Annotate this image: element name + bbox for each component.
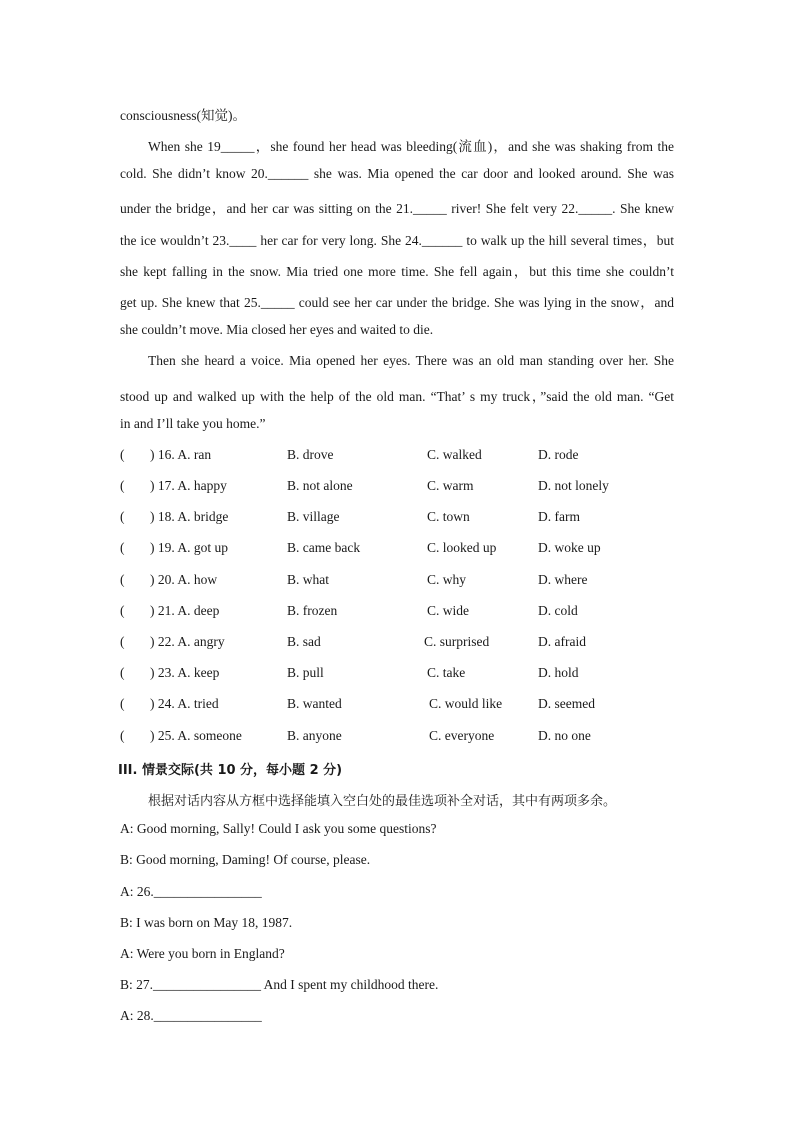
answer-blank[interactable]: ( — [120, 728, 125, 743]
answer-blank[interactable]: ( — [120, 509, 125, 524]
option-d: D. no one — [538, 728, 591, 743]
option-d: D. farm — [538, 509, 580, 524]
option-d: D. rode — [538, 447, 579, 462]
option-a: ) 21. A. deep — [150, 603, 220, 618]
passage-line: the ice wouldn’t 23.____ her car for very long. She 24.______ to walk up the hill several times，but — [120, 233, 674, 248]
option-b: B. what — [287, 572, 329, 587]
answer-blank[interactable]: ( — [120, 447, 125, 462]
answer-blank[interactable]: ( — [120, 478, 125, 493]
option-b: B. not alone — [287, 478, 353, 493]
option-a: ) 17. A. happy — [150, 478, 227, 493]
option-a: ) 16. A. ran — [150, 447, 212, 462]
passage-line: stood up and walked up with the help of the old man. “That’ s my truck，”said the old man. “Get — [120, 389, 674, 404]
answer-blank[interactable]: ( — [120, 696, 125, 711]
option-d: D. not lonely — [538, 478, 609, 493]
option-c: C. warm — [427, 478, 474, 493]
option-c: C. wide — [427, 603, 469, 618]
option-b: B. drove — [287, 447, 334, 462]
answer-blank[interactable]: ( — [120, 540, 125, 555]
passage-line: she kept falling in the snow. Mia tried one more time. She fell again，but this time she couldn’t — [120, 264, 674, 279]
question-row-20 — [120, 572, 680, 592]
dialogue-blank-27[interactable]: B: 27.________________ And I spent my childhood there. — [120, 977, 439, 992]
option-a: ) 25. A. someone — [150, 728, 242, 743]
option-d: D. woke up — [538, 540, 601, 555]
question-row-19 — [120, 540, 680, 560]
passage-line: When she 19_____，she found her head was bleeding(流血)，and she was shaking from the — [148, 139, 674, 154]
passage-line: cold. She didn’t know 20.______ she was. Mia opened the car door and looked around. She was — [120, 166, 674, 181]
option-d: D. where — [538, 572, 588, 587]
answer-blank[interactable]: ( — [120, 572, 125, 587]
option-c: C. why — [427, 572, 467, 587]
dialogue-line: A: Good morning, Sally! Could I ask you some questions? — [120, 821, 437, 836]
option-b: B. frozen — [287, 603, 338, 618]
option-b: B. sad — [287, 634, 321, 649]
passage-line: in and I’ll take you home.” — [120, 416, 266, 431]
section-heading: III. 情景交际(共 10 分，每小题 2 分) — [118, 763, 343, 778]
passage-line: consciousness(知觉)。 — [120, 108, 246, 123]
section-instruction: 根据对话内容从方框中选择能填入空白处的最佳选项补全对话，其中有两项多余。 — [148, 794, 617, 809]
passage-line: she couldn’t move. Mia closed her eyes and waited to die. — [120, 322, 434, 337]
option-b: B. pull — [287, 665, 324, 680]
option-c: C. everyone — [429, 728, 495, 743]
option-c: C. town — [427, 509, 470, 524]
question-row-24 — [120, 696, 680, 716]
option-b: B. village — [287, 509, 340, 524]
option-b: B. anyone — [287, 728, 342, 743]
question-row-22 — [120, 634, 680, 654]
question-row-18 — [120, 509, 680, 529]
question-row-16 — [120, 447, 680, 467]
passage-line: under the bridge，and her car was sitting on the 21._____ river! She felt very 22._____. She knew — [120, 201, 674, 216]
dialogue-line: B: Good morning, Daming! Of course, please. — [120, 852, 371, 867]
option-a: ) 20. A. how — [150, 572, 218, 587]
option-d: D. afraid — [538, 634, 586, 649]
question-row-25 — [120, 728, 680, 748]
option-d: D. seemed — [538, 696, 595, 711]
question-row-17 — [120, 478, 680, 498]
option-c: C. looked up — [427, 540, 497, 555]
option-d: D. cold — [538, 603, 578, 618]
question-row-21 — [120, 603, 680, 623]
passage-line: Then she heard a voice. Mia opened her eyes. There was an old man standing over her. She — [148, 353, 674, 368]
answer-blank[interactable]: ( — [120, 634, 125, 649]
option-c: C. take — [427, 665, 466, 680]
dialogue-blank-28[interactable]: A: 28.________________ — [120, 1008, 262, 1023]
passage-line: get up. She knew that 25._____ could see her car under the bridge. She was lying in the snow，and — [120, 295, 674, 310]
option-d: D. hold — [538, 665, 579, 680]
option-a: ) 18. A. bridge — [150, 509, 229, 524]
option-a: ) 22. A. angry — [150, 634, 225, 649]
question-row-23 — [120, 665, 680, 685]
option-c: C. surprised — [424, 634, 490, 649]
option-c: C. walked — [427, 447, 482, 462]
answer-blank[interactable]: ( — [120, 665, 125, 680]
option-a: ) 24. A. tried — [150, 696, 219, 711]
option-a: ) 23. A. keep — [150, 665, 220, 680]
dialogue-line: B: I was born on May 18, 1987. — [120, 915, 293, 930]
dialogue-blank-26[interactable]: A: 26.________________ — [120, 884, 262, 899]
option-a: ) 19. A. got up — [150, 540, 229, 555]
option-b: B. came back — [287, 540, 361, 555]
option-c: C. would like — [429, 696, 503, 711]
answer-blank[interactable]: ( — [120, 603, 125, 618]
option-b: B. wanted — [287, 696, 342, 711]
dialogue-line: A: Were you born in England? — [120, 946, 285, 961]
